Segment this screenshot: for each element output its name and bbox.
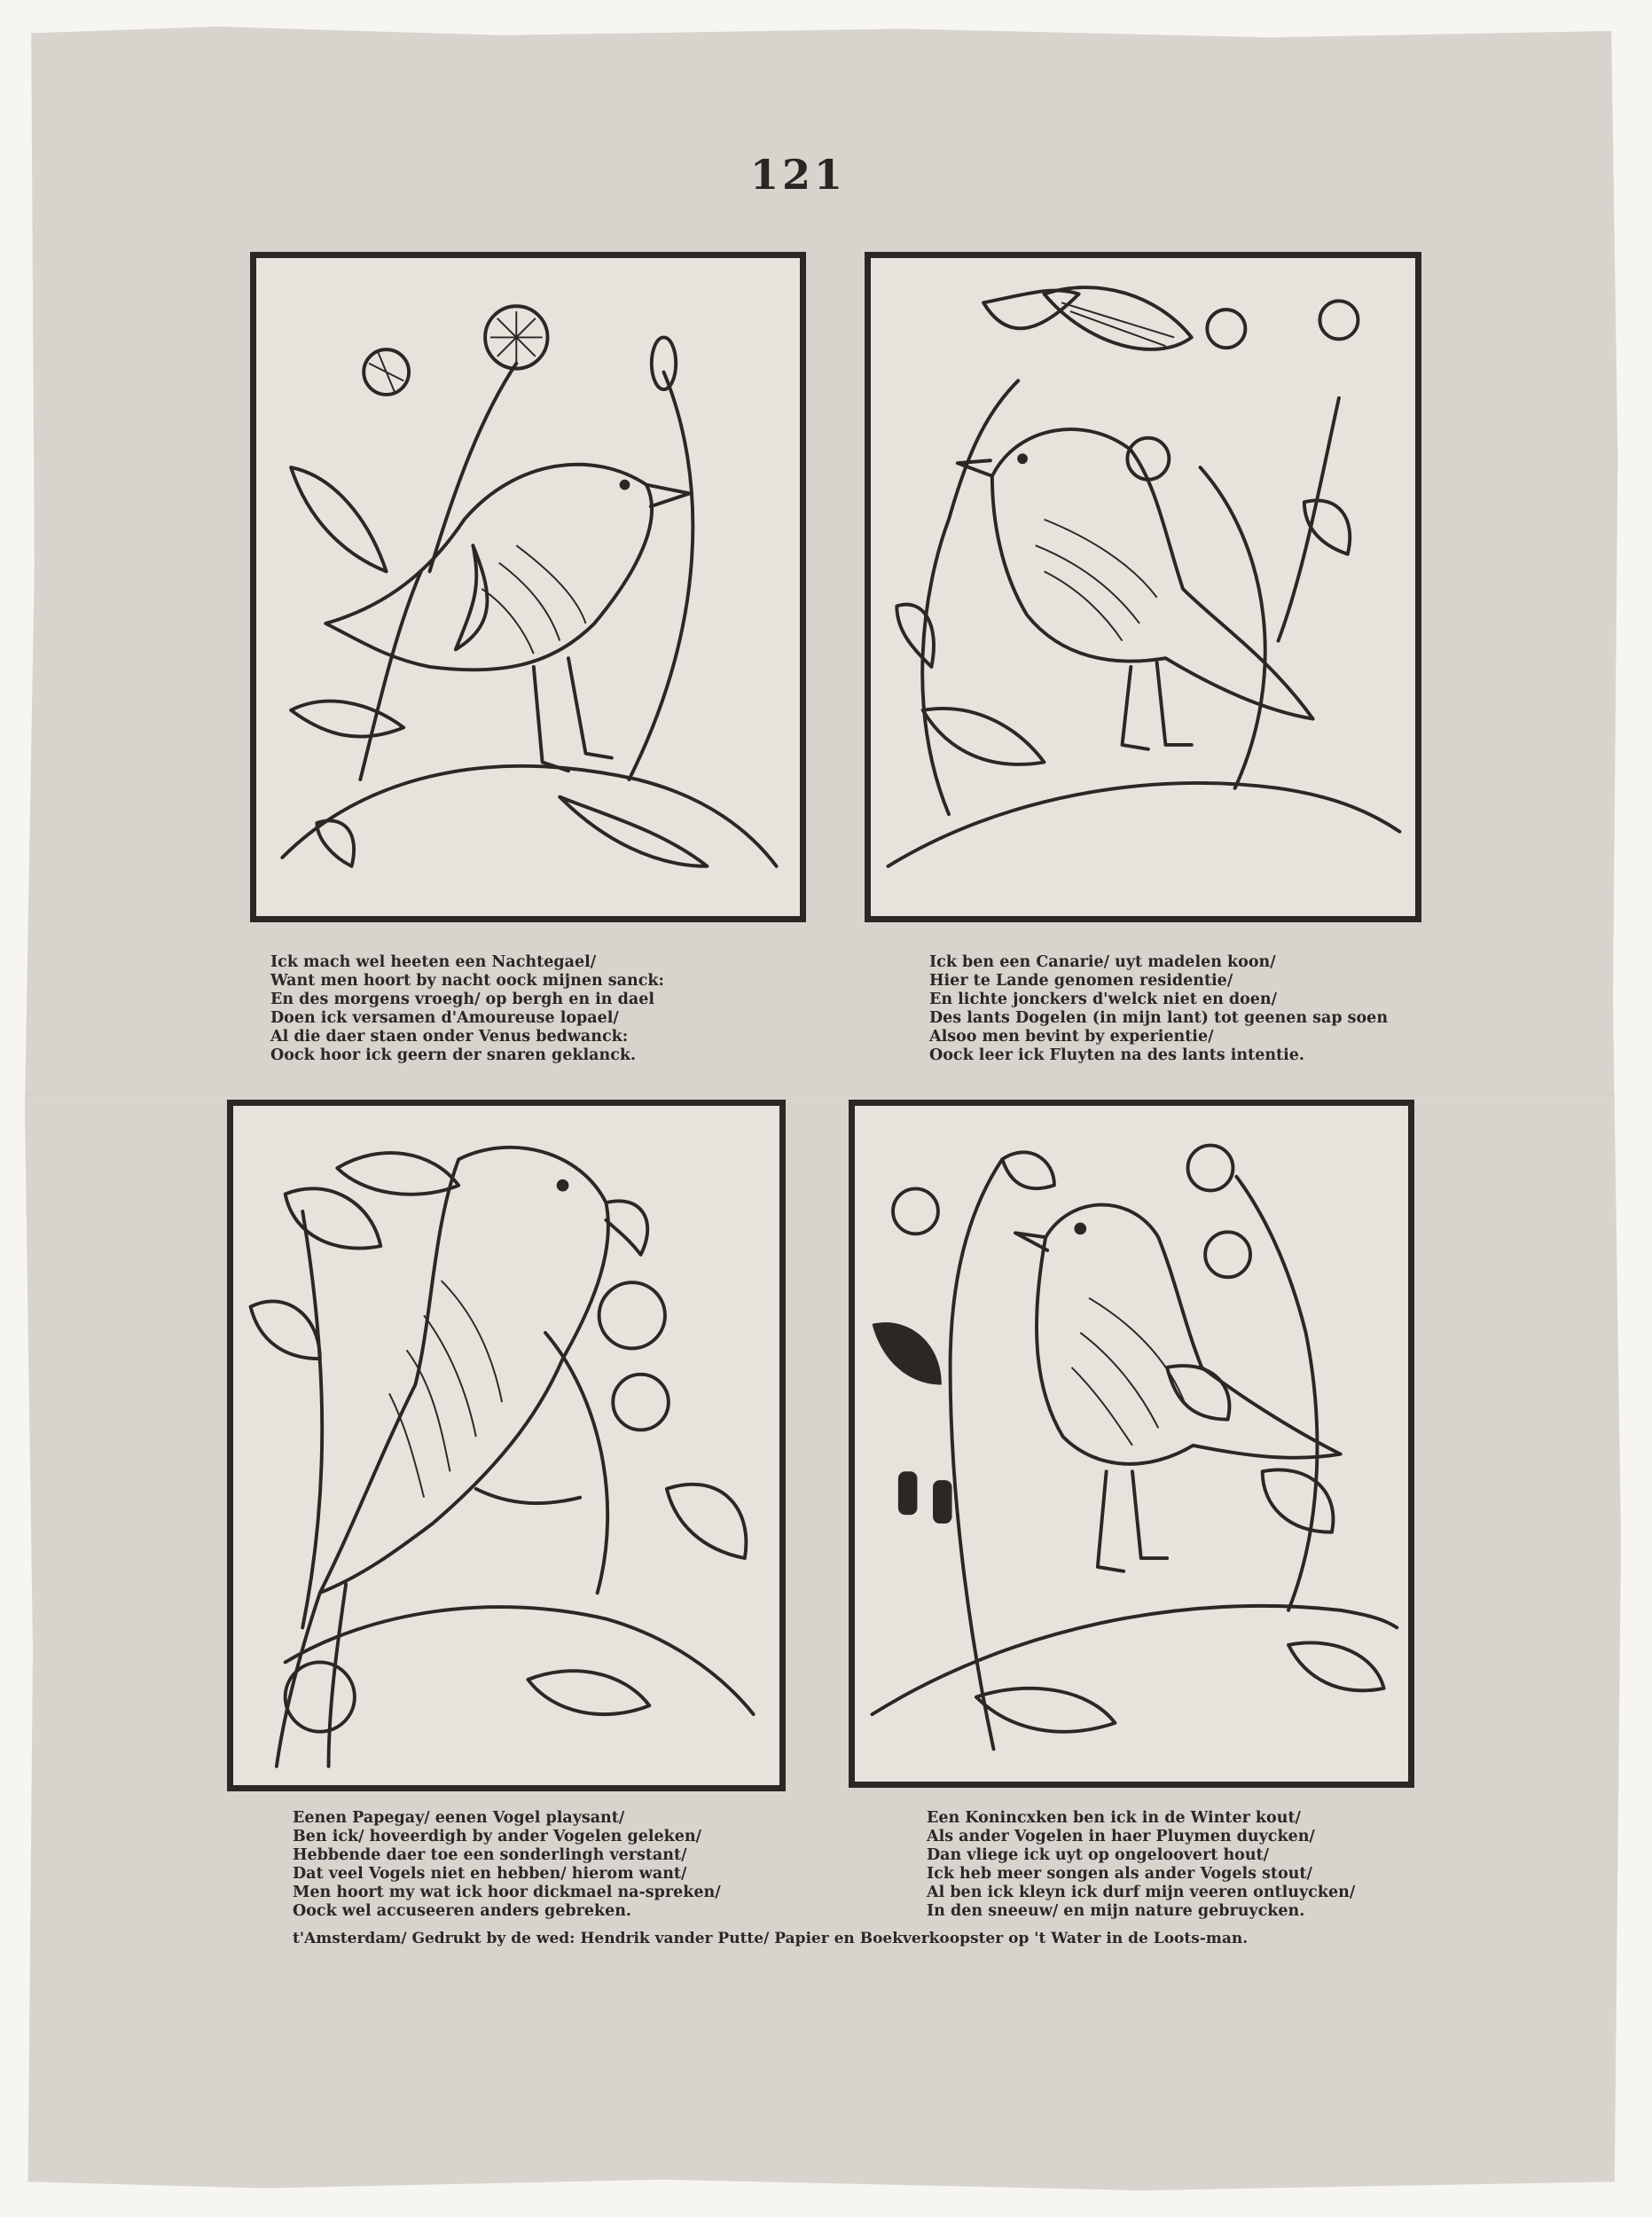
verse-wren [927, 1809, 1355, 1921]
verse-line: Alsoo men bevint by experientie/ [929, 1028, 1214, 1046]
verse-line: En des morgens vroegh/ op bergh en in dael [270, 991, 654, 1008]
wren-illustration [855, 1106, 1408, 1782]
woodcut-canary [865, 252, 1421, 922]
verse-nightingale [270, 953, 664, 1065]
verse-line: Want men hoort by nacht oock mijnen sanck: [270, 972, 664, 990]
fold-line [25, 1095, 1621, 1098]
woodcut-parrot [227, 1100, 786, 1791]
imprint: t'Amsterdam/ Gedrukt by de wed: Hendrik vander Putte/ Papier en Boekverkoopster op 't Water in de Loots-man. [293, 1930, 1249, 1947]
verse-line: Oock leer ick Fluyten na des lants intentie. [929, 1046, 1305, 1064]
nightingale-illustration [256, 258, 800, 916]
verse-line: Ben ick/ hoveerdigh by ander Vogelen geleken/ [293, 1828, 702, 1845]
verse-line: In den sneeuw/ en mijn nature gebruycken. [927, 1902, 1305, 1920]
verse-line: Hebbende daer toe een sonderlingh verstant/ [293, 1846, 687, 1864]
verse-line: Doen ick versamen d'Amoureuse lopael/ [270, 1009, 619, 1027]
verse-line: Ick ben een Canarie/ uyt madelen koon/ [929, 953, 1276, 971]
verse-line: Ick mach wel heeten een Nachtegael/ [270, 953, 597, 971]
verse-line: Eenen Papegay/ eenen Vogel playsant/ [293, 1809, 625, 1827]
verse-line: Des lants Dogelen (in mijn lant) tot geenen sap soen [929, 1009, 1389, 1027]
verse-line: Al ben ick kleyn ick durf mijn veeren ontluycken/ [927, 1884, 1356, 1901]
verse-line: Oock wel accuseeren anders gebreken. [293, 1902, 632, 1920]
verse-parrot [293, 1809, 721, 1921]
verse-line: Dat veel Vogels niet en hebben/ hierom want/ [293, 1865, 687, 1883]
verse-line: Dan vliege ick uyt op ongeloovert hout/ [927, 1846, 1270, 1864]
woodcut-wren [849, 1100, 1414, 1788]
verse-line: Als ander Vogelen in haer Pluymen duycken/ [927, 1828, 1315, 1845]
verse-line: Oock hoor ick geern der snaren geklanck. [270, 1046, 637, 1064]
verse-line: En lichte jonckers d'welck niet en doen/ [929, 991, 1278, 1008]
verse-canary [929, 953, 1388, 1065]
canary-illustration [871, 258, 1415, 916]
woodcut-nightingale [250, 252, 806, 922]
verse-line: Men hoort my wat ick hoor dickmael na-spreken/ [293, 1884, 721, 1901]
verse-line: Hier te Lande genomen residentie/ [929, 972, 1233, 990]
verse-line: Ick heb meer songen als ander Vogels stout/ [927, 1865, 1312, 1883]
verse-line: Een Konincxken ben ick in de Winter kout/ [927, 1809, 1301, 1827]
parrot-illustration [233, 1106, 779, 1785]
verse-line: Al die daer staen onder Venus bedwanck: [270, 1028, 629, 1046]
page-number: 121 [749, 151, 847, 199]
